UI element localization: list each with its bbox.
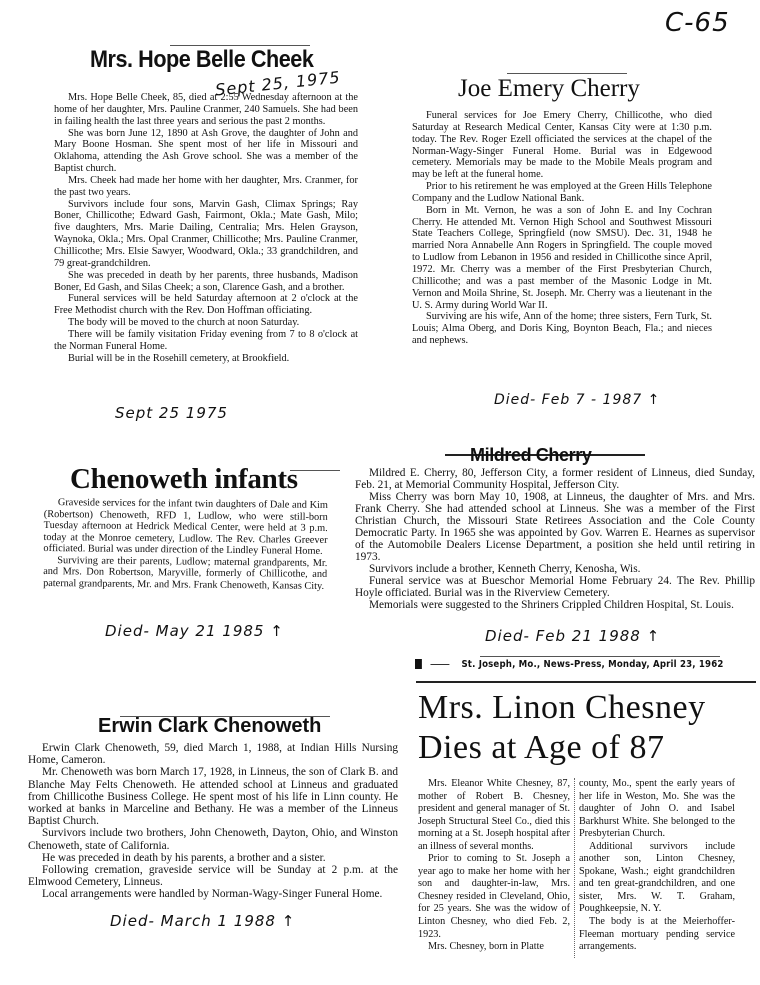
cheek-article	[54, 92, 358, 364]
joe-cherry-headline: Joe Emery Cherry	[458, 75, 640, 102]
paragraph: He was preceded in death by his parents, a brother and a sister.	[42, 851, 326, 864]
joe-cherry-handwritten-note: Died- Feb 7 - 1987 ↑	[494, 392, 661, 408]
paragraph: Survivors include a brother, Kenneth Cherry, Kenosha, Wis.	[369, 563, 641, 575]
paragraph: county, Mo., spent the early years of her life in Weston, Mo. She was the daughter of John O. and Isabel Barkhurst White. She belonged to the Presbyterian Church.	[579, 778, 735, 840]
paragraph: Born in Mt. Vernon, he was a son of John E. and Iny Cochran Cherry. He attended Mt. Vernon High School and Southwest Missouri State Teachers College, Springfield (now SMSU). Dec. 31, 1948 he married Nora Annabelle Ann Rogers in Springfield. The couple moved to Ludlow from Lebanon in 1956 and resided in Chillicothe since April, 1972. Mr. Cherry was a member of the First Presbyterian Church, Chillicothe; and was a past member of the Masonic Lodge in Mt. Vernon and Moila Shrine, St. Joseph. Mr. Cherry was a lieutenant in the U. S. Army during World War II.	[412, 204, 712, 311]
joe-rule	[507, 73, 627, 74]
paragraph: Funeral services for Joe Emery Cherry, Chillicothe, who died Saturday at Research Medical Center, Kansas City were at 1:30 p.m. today. The Rev. Roger Ezell officiated the services at the chapel of the Norman-Wagy-Singer Funeral Home. Burial was in Edgewood cemetery. Memorials may be made to the Mobile Meals program and may be left at the funeral home.	[412, 110, 712, 181]
infants-article	[43, 497, 328, 592]
paragraph: Mrs. Cheek had made her home with her daughter, Mrs. Cranmer, for the past two years.	[54, 174, 358, 198]
paragraph: Funeral service was at Bueschor Memorial Home February 24. The Rev. Phillip Hoyle officiated. Burial was in the Riverview Cemetery.	[355, 575, 755, 599]
paragraph: Survivors include two brothers, John Chenoweth, Dayton, Ohio, and Winston Chenoweth, state of California.	[28, 827, 398, 852]
paragraph: Mr. Chenoweth was born March 17, 1928, in Linneus, the son of Clark B. and Blanche May Felts Chenoweth. He attended school at Linneus and graduated from Chillicothe Business College. He spent most of his life in Linn county. He worked at banks in Marceline and Bethany. He was a member of the Linneus Baptist Church.	[28, 766, 398, 828]
mildred-article	[355, 467, 755, 611]
dateline-mark	[415, 659, 422, 669]
paragraph: The body will be moved to the church at noon Saturday.	[68, 317, 300, 329]
paragraph: Mrs. Eleanor White Chesney, 87, mother of Robert B. Chesney, president and general manager of St. Joseph Structural Steel Co., died this morning at a St. Joseph hospital after an illness of several months.	[418, 778, 570, 852]
erwin-article	[28, 742, 398, 901]
page-annotation: C-65	[665, 8, 730, 38]
chesney-headline	[418, 688, 706, 768]
paragraph: Mrs. Chesney, born in Platte	[428, 941, 544, 953]
newspaper-dateline	[415, 659, 724, 670]
chesney-headline-line2: Dies at Age of 87	[418, 729, 665, 766]
paragraph: Mildred E. Cherry, 80, Jefferson City, a former resident of Linneus, died Sunday, Feb. 21, at Memorial Community Hospital, Jefferson City.	[355, 467, 755, 491]
cheek-headline: Mrs. Hope Belle Cheek	[90, 46, 314, 73]
paragraph: Surviving are their parents, Ludlow; maternal grandparents, Mr. and Mrs. Don Robertson, Maryville, formerly of Chillicothe, and paternal grandparents, Mr. and Mrs. Frank Chenoweth, Kansas City.	[43, 554, 328, 592]
column-divider	[574, 778, 575, 958]
chesney-rule	[416, 681, 756, 683]
mildred-headline: Mildred Cherry	[470, 445, 592, 465]
mildred-handwritten-note: Died- Feb 21 1988 ↑	[485, 627, 661, 645]
paragraph: Graveside services for the infant twin daughters of Dale and Kim (Robertson) Chenoweth, RFD 1, Ludlow, who were still-born Tuesday afternoon at Hedrick Medical Center, were held at 3 p.m. today at the Monroe cemetery, Ludlow. The Rev. Charles Greever officiated. Burial was under direction of the Lindley Funeral Home.	[43, 497, 328, 557]
infants-handwritten-note: Died- May 21 1985 ↑	[105, 622, 284, 640]
paragraph: Surviving are his wife, Ann of the home; three sisters, Fern Turk, St. Louis; Alma Oberg, and Doris King, Boynton Beach, Fla.; and nieces and nephews.	[412, 311, 712, 347]
chesney-headline-line1: Mrs. Linon Chesney	[418, 689, 706, 726]
paragraph: Prior to his retirement he was employed at the Green Hills Telephone Company and the Ludlow National Bank.	[412, 181, 712, 204]
cheek-handwritten-note: Sept 25 1975	[115, 404, 228, 422]
erwin-handwritten-note: Died- March 1 1988 ↑	[110, 912, 296, 930]
paragraph: There will be family visitation Friday evening from 7 to 8 o'clock at the Norman Funeral Home.	[54, 328, 358, 352]
paragraph: Funeral services will be held Saturday afternoon at 2 o'clock at the Free Methodist church with the Rev. Don Hoffman officiating.	[54, 293, 358, 317]
paragraph: Burial will be in the Rosehill cemetery, at Brookfield.	[68, 352, 290, 364]
cheek-handwritten-date: Sept 25, 1975	[214, 67, 342, 100]
paragraph: Additional survivors include another son, Linton Chesney, Spokane, Wash.; eight grandchildren and ten great-grandchildren, and one sister, Mrs. W. T. Graham, Poughkeepsie, N. Y.	[579, 840, 735, 915]
dateline-dash	[430, 664, 449, 665]
paragraph: Survivors include four sons, Marvin Gash, Climax Springs; Ray Boner, Chillicothe; Edward Gash, Fairmont, Okla.; Mate Gash, Milo; five daughters, Mrs. Marie Dailing, Centralia; Mrs. Helen Grayson, Waynoka, Okla.; Mrs. Opal Cranmer, Chillicothe; Mrs. Pauline Cranmer, Chillicothe; Mrs. Elsie Sawyer, Woodward, Okla.; 33 grandchildren, and 79 great-grandchildren.	[54, 198, 358, 269]
paragraph: Following cremation, graveside service will be Sunday at 2 p.m. at the Elmwood Cemetery, Linneus.	[28, 864, 398, 889]
dateline-rule	[480, 656, 720, 657]
paragraph: She was preceded in death by her parents, three husbands, Madison Boner, Ed Gash, and Silas Cheek; a son, Clarence Gash, and a brother.	[54, 269, 358, 293]
paragraph: She was born June 12, 1890 at Ash Grove, the daughter of John and Mary Boone Hosman. She spent most of her life in Missouri and Oklahoma, attending the Ash Grove school. She was a member of the Baptist church.	[54, 127, 358, 175]
paragraph: Prior to coming to St. Joseph a year ago to make her home with her son and daughter-in-law, Mrs. Chesney resided in Cleveland, Ohio, for 25 years. She was the widow of Linton Chesney, who died Feb. 2, 1923.	[418, 853, 570, 940]
erwin-headline: Erwin Clark Chenoweth	[98, 715, 322, 737]
paragraph: Mrs. Hope Belle Cheek, 85, died at 2:55 Wednesday afternoon at the home of her daughter, Mrs. Pauline Cranmer, 240 Samuels. She had been in failing health the last three years and serious the past 2 months.	[54, 92, 358, 127]
chesney-column-2	[579, 778, 735, 954]
infants-headline: Chenoweth infants	[70, 463, 298, 495]
paragraph: Miss Cherry was born May 10, 1908, at Linneus, the daughter of Mrs. and Mrs. Frank Cherry. She had attended school at Linneus. She was a member of the First Christian Church, the Missouri State Retirees Association and the Cole County Democratic Party. In 1965 she was appointed by Gov. Warren E. Hearnes as supervisor of the Automobile Dealers License Department, a position she held until retiring in 1973.	[355, 491, 755, 563]
paragraph: The body is at the Meierhoffer-Fleeman mortuary pending service arrangements.	[579, 916, 735, 953]
joe-cherry-article	[412, 110, 712, 347]
dateline-text: St. Joseph, Mo., News-Press, Monday, April 23, 1962	[461, 659, 724, 670]
paragraph: Memorials were suggested to the Shriners Crippled Children Hospital, St. Louis.	[369, 599, 734, 611]
chesney-column-1	[418, 778, 570, 954]
paragraph: Erwin Clark Chenoweth, 59, died March 1, 1988, at Indian Hills Nursing Home, Cameron.	[28, 742, 398, 767]
paragraph: Local arrangements were handled by Norman-Wagy-Singer Funeral Home.	[42, 888, 383, 901]
